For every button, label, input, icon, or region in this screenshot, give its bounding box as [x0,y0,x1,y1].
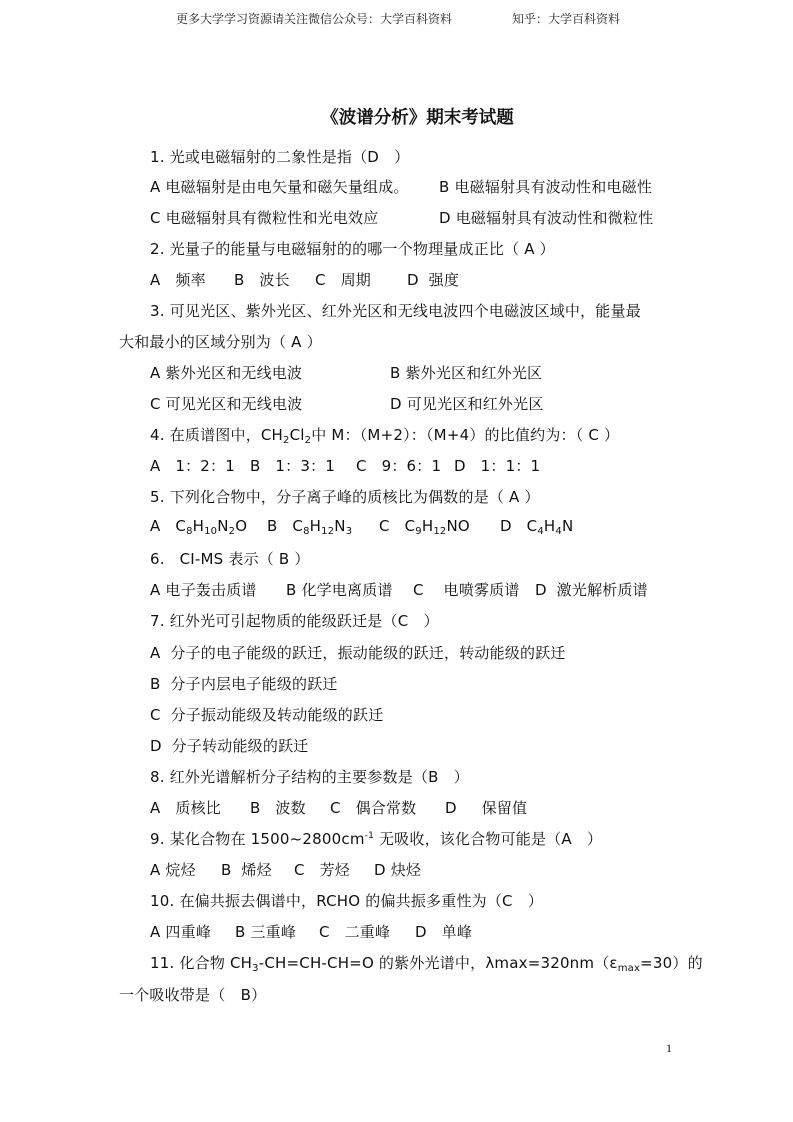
question-11-stem-line1: 11. 化合物 $CH_3-CH=CH-CH=O$ 的紫外光谱中，$\lambda\max=320nm(\varepsilon_{max}=30)$的 [150,954,703,974]
header-zhihu-note: 知乎：大学百科资料 [512,12,621,26]
q9-option-b: B 烯烃 [221,861,272,879]
q9-option-a: A 烷烃 [150,861,196,879]
q5-option-a: A $C_8H_{10}N_2O$ [150,517,248,537]
question-9-options [150,859,422,880]
q6-option-d: D 激光解析质谱 [535,581,648,599]
document-title: 《波谱分析》期末考试题 [321,108,514,128]
q10-option-b: B 三重峰 [235,923,297,941]
q6-option-c: C 电喷雾质谱 [413,581,520,599]
q4-option-a: A 1：2：1 [150,457,235,475]
question-8-stem: 8. 红外光谱解析分子结构的主要参数是（B ） [150,768,469,786]
q3-option-b: B 紫外光区和红外光区 [390,364,543,382]
q5-option-c: C $C_9H_{12}NO$ [379,517,470,537]
question-5-stem: 5. 下列化合物中，分子离子峰的质核比为偶数的是（ A ） [150,488,540,506]
q6-option-a: A 电子轰击质谱 [150,581,257,599]
q3-option-a: A 紫外光区和无线电波 [150,364,303,382]
q7-option-d: D 分子转动能级的跃迁 [150,737,309,755]
question-1-options-row2 [150,207,654,228]
q4-option-c: C 9：6：1 [356,457,442,475]
q8-option-b: B 波数 [250,799,306,817]
q3-option-c: C 可见光区和无线电波 [150,395,303,413]
q8-option-d: D 保留值 [445,799,528,817]
q6-option-b: B 化学电离质谱 [286,581,393,599]
q4-option-d: D 1：1：1 [454,457,541,475]
question-4-options [150,455,541,476]
q2-option-d: D 强度 [407,271,460,289]
q8-option-a: A 质核比 [150,799,221,817]
question-1-stem: 1. 光或电磁辐射的二象性是指（D ） [150,148,410,166]
question-3-stem-line1: 3. 可见光区、紫外光区、红外光区和无线电波四个电磁波区域中，能量最 [150,302,641,320]
question-10-options [150,921,473,942]
q8-option-c: C 偶合常数 [330,799,417,817]
q2-option-c: C 周期 [315,271,371,289]
q7-option-a: A 分子的电子能级的跃迁，振动能级的跃迁，转动能级的跃迁 [150,644,566,662]
q10-option-d: D 单峰 [415,923,473,941]
question-6-options [150,579,648,600]
question-3-options-row1 [150,362,543,383]
question-1-options-row1 [150,176,653,197]
question-5-options [150,517,574,537]
q7-option-b: B 分子内层电子能级的跃迁 [150,675,338,693]
q4-option-b: B 1：3：1 [250,457,336,475]
q5-option-b: B $C_8H_{12}N_3$ [267,517,353,537]
question-11-stem-line2: 一个吸收带是（ B） [119,986,267,1004]
q1-option-d: D 电磁辐射具有波动性和微粒性 [439,209,654,227]
question-8-options [150,797,528,818]
q5-option-d: D $C_4H_4N$ [500,517,574,537]
q10-option-c: C 二重峰 [319,923,391,941]
question-3-options-row2 [150,393,544,414]
q3-option-d: D 可见光区和红外光区 [390,395,544,413]
q9-option-c: C 芳烃 [294,861,350,879]
question-3-stem-line2: 大和最小的区域分别为（ A ） [119,333,322,351]
q1-option-a: A 电磁辐射是由电矢量和磁矢量组成。 [150,178,409,196]
q1-option-b: B 电磁辐射具有波动性和电磁性 [439,178,653,196]
q7-option-c: C 分子振动能级及转动能级的跃迁 [150,706,384,724]
question-9-stem: 9. 某化合物在 $1500\sim 2800cm^{-1}$ 无吸收，该化合物可能是（A ） [150,830,603,848]
q10-option-a: A 四重峰 [150,923,212,941]
q2-option-a: A 频率 [150,271,206,289]
question-10-stem: 10. 在偏共振去偶谱中，RCHO 的偏共振多重性为（C ） [150,892,544,910]
header-wechat-note: 更多大学学习资源请关注微信公众号：大学百科资料 [176,12,453,26]
question-7-stem: 7. 红外光可引起物质的能级跃迁是（C ） [150,612,439,630]
question-2-options [150,269,460,290]
question-2-stem: 2. 光量子的能量与电磁辐射的的哪一个物理量成正比（ A ） [150,240,555,258]
page-number: 1 [666,1041,672,1055]
question-6-stem: 6. CI-MS 表示（ B ） [150,550,310,568]
q9-option-d: D 炔烃 [374,861,422,879]
question-4-stem: 4. 在质谱图中，$CH_2Cl_2$中 M：（M+2）：（M+4）的比值约为：（ C ） [150,426,620,446]
q2-option-b: B 波长 [234,271,290,289]
q1-option-c: C 电磁辐射具有微粒性和光电效应 [150,209,379,227]
